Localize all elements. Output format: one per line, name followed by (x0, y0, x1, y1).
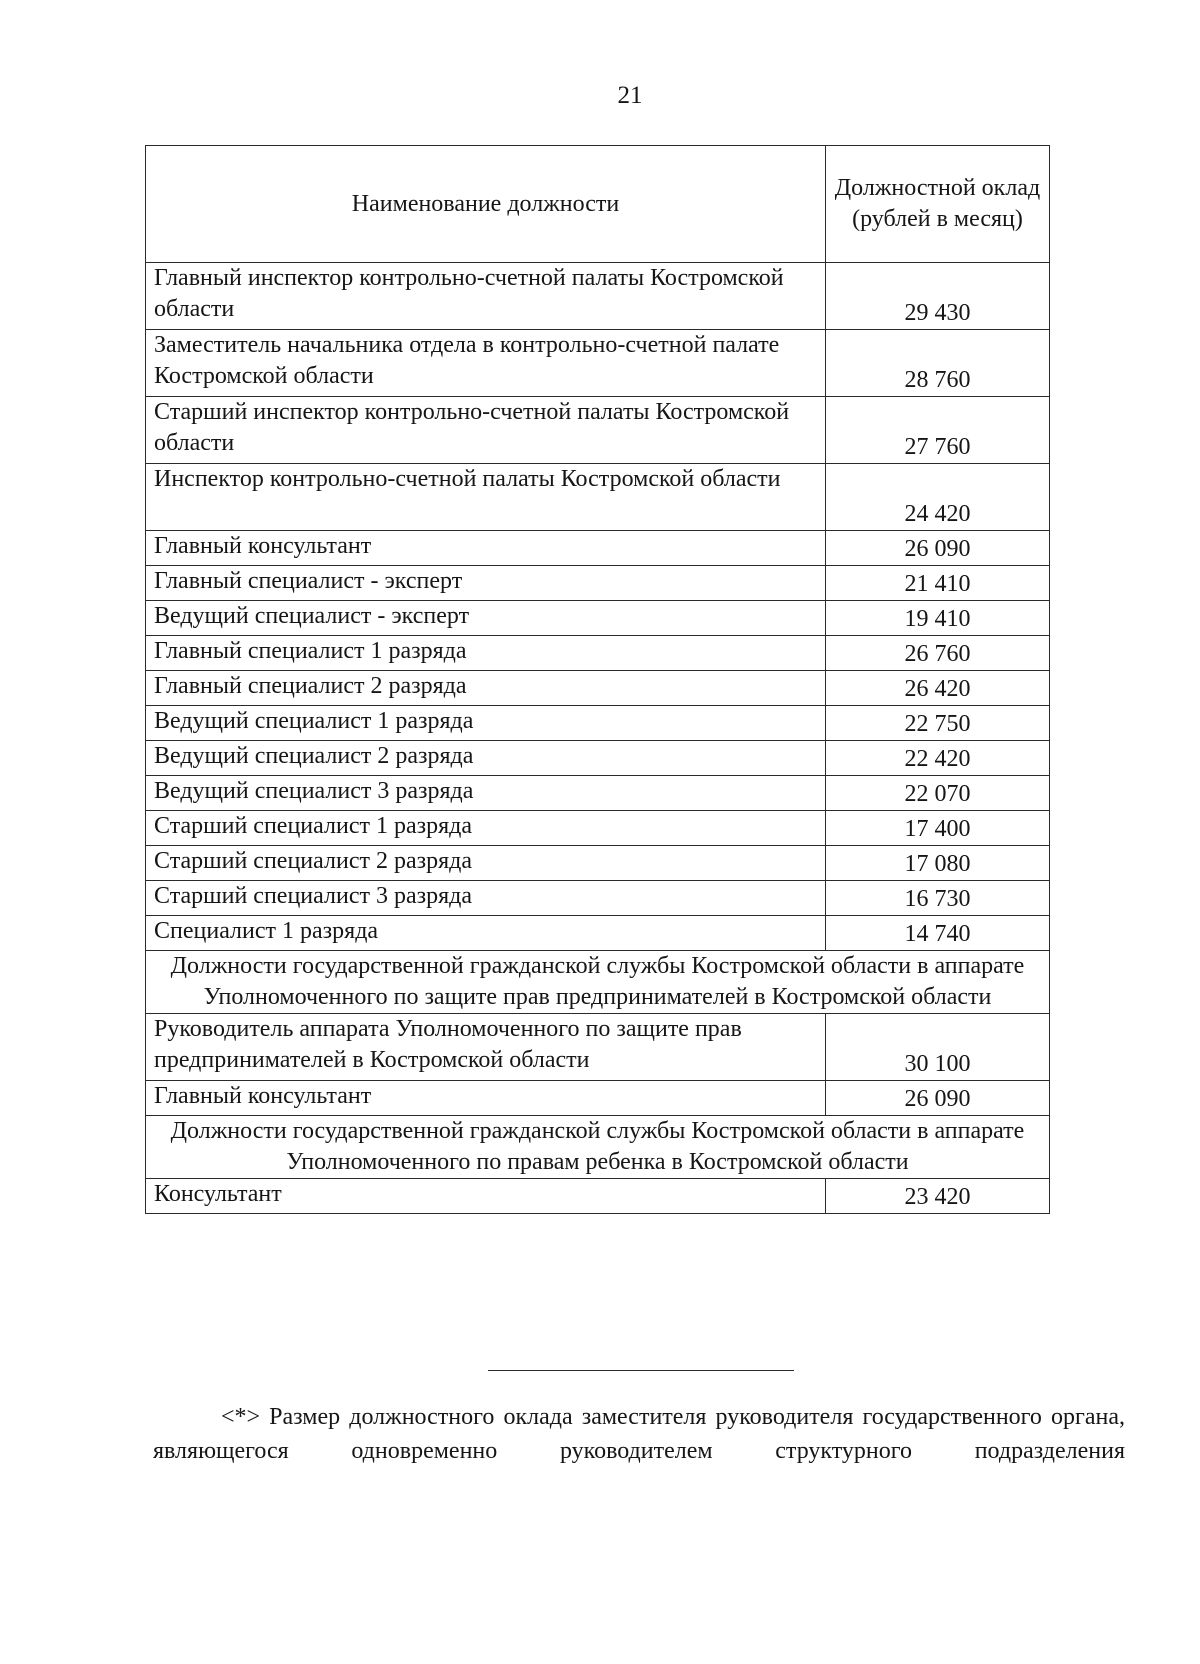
section-heading-child-rights: Должности государственной гражданской службы Костромской области в аппарате Уполномоченного по правам ребенка в Костромской области (146, 1116, 1050, 1179)
salary-value: 22 070 (826, 776, 1050, 811)
position-name: Старший инспектор контрольно-счетной палаты Костромской области (146, 397, 826, 464)
section-heading-entrepreneurs: Должности государственной гражданской службы Костромской области в аппарате Уполномоченного по защите прав предпринимателей в Костромской области (146, 951, 1050, 1014)
position-name: Ведущий специалист 3 разряда (146, 776, 826, 811)
salary-value: 26 420 (826, 671, 1050, 706)
salary-value: 14 740 (826, 916, 1050, 951)
position-name: Консультант (146, 1179, 826, 1214)
table-row (146, 741, 1050, 776)
salary-value: 22 750 (826, 706, 1050, 741)
header-position-name: Наименование должности (146, 146, 826, 263)
table-row (146, 397, 1050, 464)
table-row (146, 636, 1050, 671)
table-row (146, 1081, 1050, 1116)
salary-value: 22 420 (826, 741, 1050, 776)
table-row (146, 601, 1050, 636)
salary-value: 29 430 (826, 263, 1050, 330)
salary-value: 19 410 (826, 601, 1050, 636)
salary-table (145, 145, 1050, 1214)
table-row (146, 330, 1050, 397)
salary-value: 28 760 (826, 330, 1050, 397)
salary-value: 16 730 (826, 881, 1050, 916)
table-row (146, 671, 1050, 706)
salary-value: 23 420 (826, 1179, 1050, 1214)
position-name: Старший специалист 3 разряда (146, 881, 826, 916)
position-name: Старший специалист 1 разряда (146, 811, 826, 846)
header-salary: Должностной оклад (рублей в месяц) (826, 146, 1050, 263)
table-row (146, 531, 1050, 566)
position-name: Главный специалист 1 разряда (146, 636, 826, 671)
salary-value: 17 400 (826, 811, 1050, 846)
footnote-text: <*> Размер должностного оклада заместителя руководителя государственного органа, являющегося одновременно руководителем структурного подразделения (153, 1404, 1125, 1464)
table-row (146, 263, 1050, 330)
table-row (146, 566, 1050, 601)
position-name: Старший специалист 2 разряда (146, 846, 826, 881)
position-name: Ведущий специалист 1 разряда (146, 706, 826, 741)
position-name: Главный специалист 2 разряда (146, 671, 826, 706)
position-name: Ведущий специалист - эксперт (146, 601, 826, 636)
salary-value: 24 420 (826, 464, 1050, 531)
position-name: Инспектор контрольно-счетной палаты Костромской области (146, 464, 826, 531)
table-row (146, 464, 1050, 531)
position-name: Главный инспектор контрольно-счетной палаты Костромской области (146, 263, 826, 330)
position-name: Специалист 1 разряда (146, 916, 826, 951)
table-row (146, 776, 1050, 811)
table-row (146, 1014, 1050, 1081)
table-row (146, 811, 1050, 846)
section-heading-row (146, 1116, 1050, 1179)
footnote-separator (488, 1370, 794, 1371)
salary-value: 17 080 (826, 846, 1050, 881)
position-name: Главный консультант (146, 531, 826, 566)
position-name: Руководитель аппарата Уполномоченного по защите прав предпринимателей в Костромской области (146, 1014, 826, 1081)
position-name: Ведущий специалист 2 разряда (146, 741, 826, 776)
salary-value: 26 760 (826, 636, 1050, 671)
table-row (146, 846, 1050, 881)
table-row (146, 1179, 1050, 1214)
position-name: Главный консультант (146, 1081, 826, 1116)
section-heading-row (146, 951, 1050, 1014)
salary-value: 30 100 (826, 1014, 1050, 1081)
page-number: 21 (617, 82, 643, 109)
salary-value: 27 760 (826, 397, 1050, 464)
salary-value: 26 090 (826, 1081, 1050, 1116)
table-header-row (146, 146, 1050, 263)
salary-value: 21 410 (826, 566, 1050, 601)
salary-value: 26 090 (826, 531, 1050, 566)
table-row (146, 706, 1050, 741)
position-name: Заместитель начальника отдела в контрольно-счетной палате Костромской области (146, 330, 826, 397)
position-name: Главный специалист - эксперт (146, 566, 826, 601)
table-row (146, 881, 1050, 916)
table-row (146, 916, 1050, 951)
